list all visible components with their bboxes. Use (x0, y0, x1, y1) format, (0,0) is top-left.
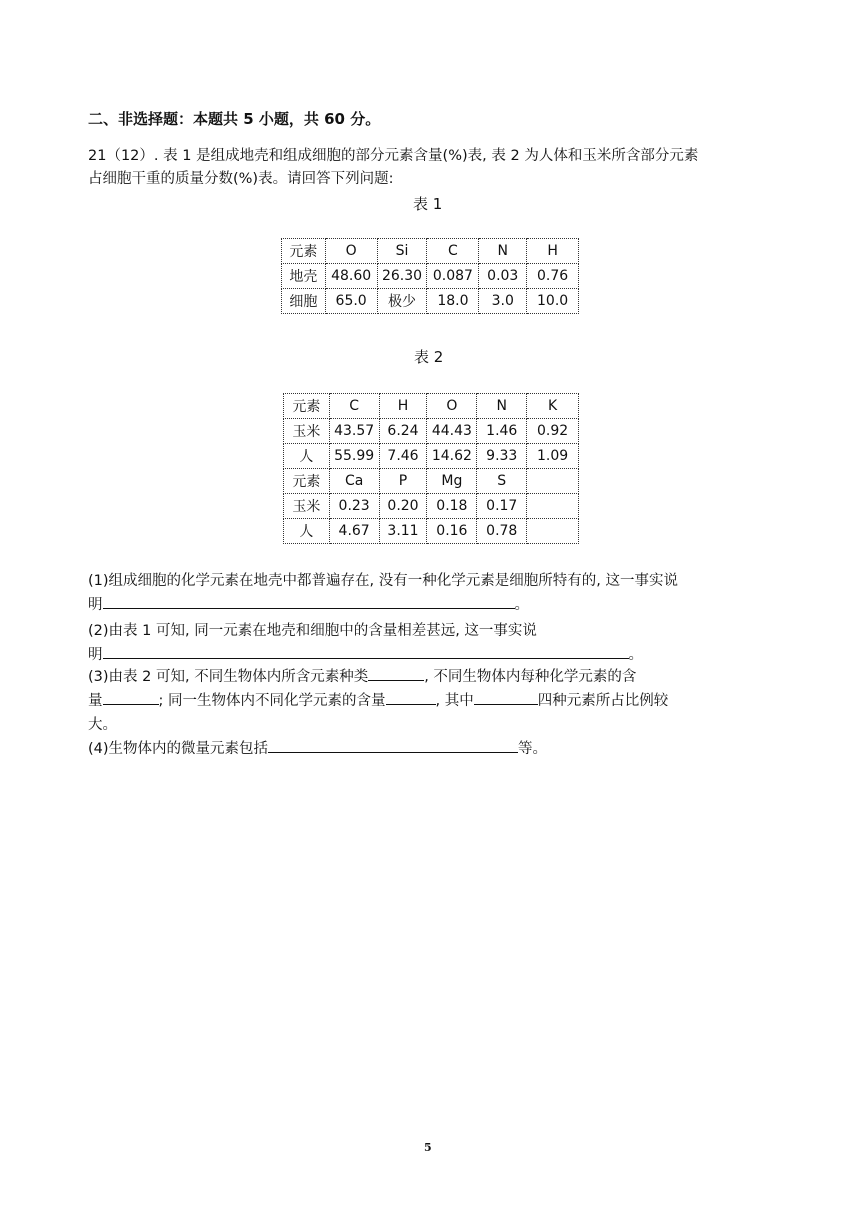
table-cell: K (527, 394, 579, 419)
table-cell: C (427, 239, 479, 264)
table2 (283, 393, 579, 544)
subquestion-1-line-1: (1)组成细胞的化学元素在地壳中都普遍存在, 没有一种化学元素是细胞所特有的, 这一事实说 (88, 573, 678, 589)
table-cell: 0.78 (477, 519, 527, 544)
q1-prefix: 明 (88, 597, 103, 613)
table-row (284, 519, 579, 544)
row-header-cell: 细胞 (282, 289, 326, 314)
answer-blank-q3-4[interactable] (474, 690, 538, 705)
table-row (284, 394, 579, 419)
table-cell: 55.99 (329, 444, 379, 469)
table-cell: 1.46 (477, 419, 527, 444)
q3-text-b: , 不同生物体内每种化学元素的含 (424, 669, 637, 685)
table-row (284, 444, 579, 469)
table-cell: H (527, 239, 579, 264)
answer-blank-q1[interactable] (103, 594, 515, 609)
section-title: 二、非选择题：本题共 5 小题，共 60 分。 (88, 110, 381, 128)
q4-text-a: (4)生物体内的微量元素包括 (88, 741, 269, 757)
table-row (282, 264, 579, 289)
table-cell: 9.33 (477, 444, 527, 469)
table-cell: 0.92 (527, 419, 579, 444)
table-cell: 0.23 (329, 494, 379, 519)
answer-blank-q4[interactable] (268, 738, 518, 753)
subquestion-3-line-2 (88, 690, 668, 712)
row-header-cell: 玉米 (284, 494, 330, 519)
q3-text-c: 量 (88, 693, 103, 709)
table-cell: Si (377, 239, 427, 264)
table-cell: N (479, 239, 527, 264)
table-row (284, 419, 579, 444)
table-cell: H (379, 394, 427, 419)
page-number: 5 (424, 1141, 432, 1154)
table-cell: 26.30 (377, 264, 427, 289)
table-cell: 3.0 (479, 289, 527, 314)
intro-line-2: 占细胞干重的质量分数(%)表。请回答下列问题: (88, 171, 394, 187)
table-cell: 极少 (377, 289, 427, 314)
q2-suffix: 。 (628, 647, 643, 663)
row-header-cell: 人 (284, 519, 330, 544)
answer-blank-q3-2[interactable] (103, 690, 159, 705)
table-cell: P (379, 469, 427, 494)
table-cell: 44.43 (427, 419, 477, 444)
table-cell: 0.03 (479, 264, 527, 289)
table-cell: 0.76 (527, 264, 579, 289)
q3-text-f: 四种元素所占比例较 (537, 693, 669, 709)
row-header-cell: 元素 (284, 469, 330, 494)
table-cell: 7.46 (379, 444, 427, 469)
q2-prefix: 明 (88, 647, 103, 663)
subquestion-2-line-2 (88, 644, 643, 666)
answer-blank-q3-3[interactable] (386, 690, 436, 705)
table-cell: 0.16 (427, 519, 477, 544)
table-row (282, 239, 579, 264)
row-header-cell: 地壳 (282, 264, 326, 289)
table-cell: S (477, 469, 527, 494)
table-cell: N (477, 394, 527, 419)
q3-text-d: ; 同一生物体内不同化学元素的含量 (158, 693, 386, 709)
q4-text-b: 等。 (518, 741, 548, 757)
table-cell: 10.0 (527, 289, 579, 314)
table-cell: C (329, 394, 379, 419)
table-cell: 1.09 (527, 444, 579, 469)
answer-blank-q2[interactable] (103, 644, 629, 659)
table-row (282, 289, 579, 314)
table-row (284, 469, 579, 494)
table-cell: O (325, 239, 377, 264)
table-cell: Mg (427, 469, 477, 494)
subquestion-1-line-2 (88, 594, 529, 616)
table-cell: 18.0 (427, 289, 479, 314)
q1-suffix: 。 (514, 597, 529, 613)
table1 (281, 238, 579, 314)
table-cell: 43.57 (329, 419, 379, 444)
table-cell: 0.18 (427, 494, 477, 519)
row-header-cell: 元素 (284, 394, 330, 419)
table-cell: Ca (329, 469, 379, 494)
question-intro (88, 145, 788, 191)
table-cell: O (427, 394, 477, 419)
table-cell: 48.60 (325, 264, 377, 289)
subquestion-2-line-1: (2)由表 1 可知, 同一元素在地壳和细胞中的含量相差甚远, 这一事实说 (88, 623, 537, 639)
intro-line-1: 21（12）. 表 1 是组成地壳和组成细胞的部分元素含量(%)表, 表 2 为人体和玉米所含部分元素 (88, 148, 699, 164)
table-cell: 0.17 (477, 494, 527, 519)
row-header-cell: 元素 (282, 239, 326, 264)
table-cell: 0.20 (379, 494, 427, 519)
table-cell: 14.62 (427, 444, 477, 469)
q3-text-e: , 其中 (435, 693, 474, 709)
table-row (284, 494, 579, 519)
answer-blank-q3-1[interactable] (368, 666, 424, 681)
table-cell: 4.67 (329, 519, 379, 544)
subquestion-3-line-3: 大。 (88, 717, 117, 733)
row-header-cell: 人 (284, 444, 330, 469)
table-cell: 6.24 (379, 419, 427, 444)
table-cell (527, 519, 579, 544)
row-header-cell: 玉米 (284, 419, 330, 444)
table-cell: 65.0 (325, 289, 377, 314)
subquestion-4 (88, 738, 547, 760)
table-cell (527, 494, 579, 519)
table-cell (527, 469, 579, 494)
table-cell: 3.11 (379, 519, 427, 544)
table-cell: 0.087 (427, 264, 479, 289)
subquestion-3-line-1 (88, 666, 636, 688)
table1-caption: 表 1 (413, 195, 443, 213)
table2-caption: 表 2 (414, 348, 444, 366)
q3-text-a: (3)由表 2 可知, 不同生物体内所含元素种类 (88, 669, 369, 685)
